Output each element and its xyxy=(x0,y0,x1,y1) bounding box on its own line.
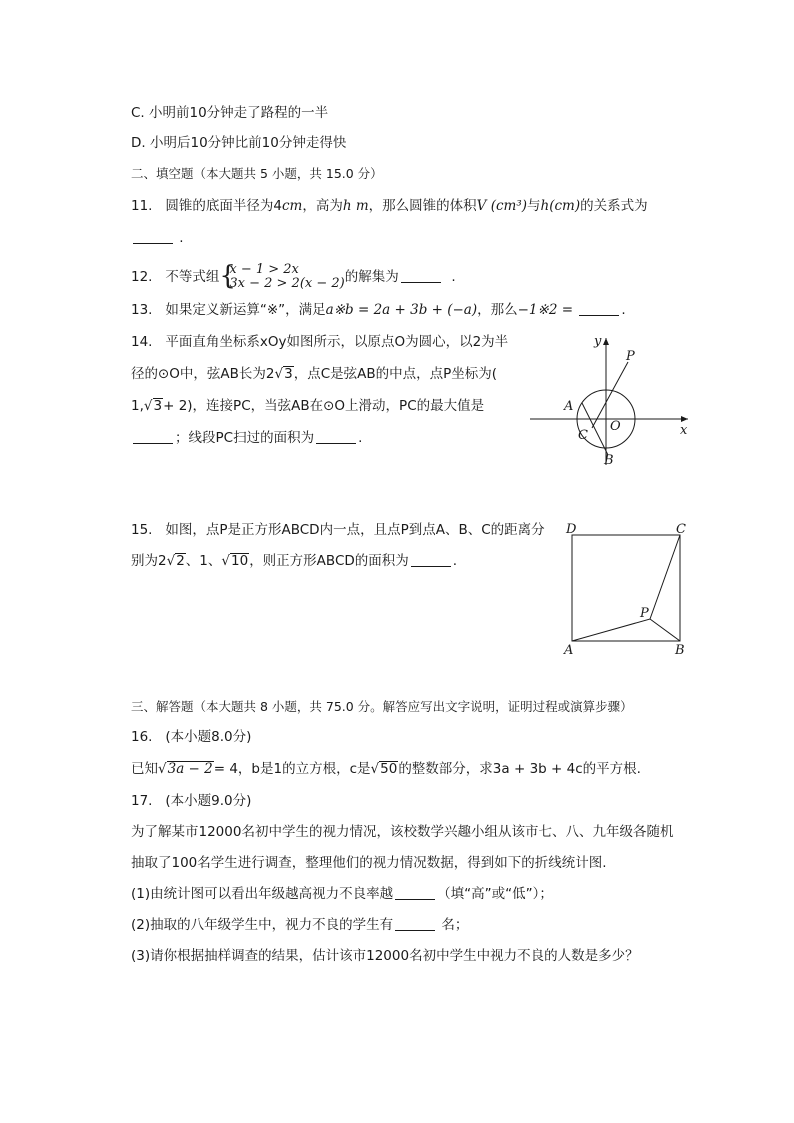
q14-radicand-1: 3 xyxy=(284,366,293,382)
answer-blank[interactable] xyxy=(395,916,435,931)
q17-sub1-a: (1)由统计图可以看出年级越高视力不良率越 xyxy=(131,886,394,902)
q17-score: (本小题9.0分) xyxy=(165,793,252,809)
q14-line1: 平面直角坐标系xOy如图所示，以原点O为圆心，以2为半 xyxy=(165,334,509,350)
q17-sub2-a: (2)抽取的八年级学生中，视力不良的学生有 xyxy=(131,917,394,933)
answer-blank[interactable] xyxy=(401,268,441,283)
q11-unit-m: m xyxy=(355,198,369,214)
label-y: y xyxy=(594,334,602,349)
q16-radicand-a: 3a − 2 xyxy=(167,761,213,777)
q14-figure xyxy=(520,330,700,470)
q17-line2: 抽取了100名学生进行调查，整理他们的视力情况数据，得到如下的折线统计图. xyxy=(131,855,607,871)
q13-end: . xyxy=(621,302,626,318)
question-15-line1 xyxy=(131,520,545,540)
section-header-solutions: 三、解答题（本大题共 8 小题，共 75.0 分。解答应写出文字说明，证明过程或演算步骤） xyxy=(131,699,633,714)
q12-text-b: 的解集为 xyxy=(344,269,399,285)
q17-sub3: (3)请你根据抽样调查的结果，估计该市12000名初中学生中视力不良的人数是多少？ xyxy=(131,948,639,964)
q11-answer-line xyxy=(131,228,184,248)
q15-line2-a: 别为2 xyxy=(131,553,167,569)
label-a: A xyxy=(564,399,574,414)
question-15-line2 xyxy=(131,551,457,571)
q11-vol-unit: (cm³) xyxy=(490,198,527,214)
segment-pc xyxy=(650,535,680,619)
label-b: B xyxy=(604,453,614,468)
question-16-body xyxy=(131,759,641,779)
answer-blank[interactable] xyxy=(395,885,435,900)
q11-text-d: 与 xyxy=(527,198,541,214)
q16-text-b: = 4，b是1的立方根，c是 xyxy=(213,761,371,777)
q16-text-c: 的整数部分，求3a + 3b + 4c的平方根. xyxy=(398,761,641,777)
q14-line2-b: ，点C是弦AB的中点，点P坐标为( xyxy=(293,366,498,382)
q12-ineq2: 3x − 2 > 2(x − 2) xyxy=(229,276,345,291)
q11-text-c: ，那么圆锥的体积 xyxy=(368,198,477,214)
question-number: 16. xyxy=(131,729,153,745)
q14-radicand-2: 3 xyxy=(153,398,163,414)
q11-unit-cm: cm xyxy=(281,198,303,214)
question-14-line2 xyxy=(131,364,497,384)
answer-blank[interactable] xyxy=(579,301,619,316)
label-p: P xyxy=(626,349,635,364)
option-c: C. 小明前10分钟走了路程的一半 xyxy=(131,105,329,121)
answer-blank[interactable] xyxy=(411,552,451,567)
question-14-line3 xyxy=(131,396,484,416)
q14-line4-end: . xyxy=(358,430,363,446)
q15-radicand-b: 10 xyxy=(231,553,249,569)
q15-line2-b: 、1、 xyxy=(185,553,222,569)
q13-text-a: 如果定义新运算“※”，满足 xyxy=(165,302,326,318)
answer-blank[interactable] xyxy=(133,429,173,444)
sqrt-symbol: √ xyxy=(143,398,153,414)
option-d: D. 小明后10分钟比前10分钟走得快 xyxy=(131,135,347,151)
label-c: C xyxy=(578,428,588,443)
question-17-header xyxy=(131,791,251,811)
label-c: C xyxy=(676,522,686,537)
q14-line3-a: 1, xyxy=(131,398,144,414)
question-number: 14. xyxy=(131,334,153,350)
sqrt-symbol: √ xyxy=(158,761,167,777)
q11-end: . xyxy=(179,230,184,246)
label-a: A xyxy=(564,643,574,658)
q11-v: V xyxy=(476,198,487,214)
question-number: 17. xyxy=(131,793,153,809)
q11-h: h xyxy=(342,198,352,214)
segments-pa-pb-pc xyxy=(572,619,680,641)
question-number: 11. xyxy=(131,198,153,214)
q15-line2-c: ，则正方形ABCD的面积为 xyxy=(249,553,409,569)
square-abcd xyxy=(572,535,680,641)
question-number: 12. xyxy=(131,269,153,285)
q11-text-b: ，高为 xyxy=(302,198,343,214)
label-p: P xyxy=(640,606,649,621)
q11-text-e: 的关系式为 xyxy=(580,198,648,214)
answer-blank[interactable] xyxy=(316,429,356,444)
q15-line1: 如图，点P是正方形ABCD内一点，且点P到点A、B、C的距离分 xyxy=(165,522,545,538)
sqrt-symbol: √ xyxy=(274,366,284,382)
q13-expr: −1※2 = xyxy=(517,302,574,318)
q17-sub1 xyxy=(131,884,553,904)
q13-text-b: ，那么 xyxy=(477,302,518,318)
q14-line4-a: ；线段PC扫过的面积为 xyxy=(175,430,315,446)
q14-line3-b: + 2)，连接PC，当弦AB在⊙O上滑动，PC的最大值是 xyxy=(163,398,485,414)
question-14-line4 xyxy=(131,428,362,448)
q17-line1: 为了解某市12000名初中学生的视力情况，该校数学兴趣小组从该市七、八、九年级各随机 xyxy=(131,824,674,840)
question-number: 15. xyxy=(131,522,153,538)
q11-len-unit: (cm) xyxy=(549,198,581,214)
q15-radicand-a: 2 xyxy=(176,553,185,569)
question-11 xyxy=(131,196,648,216)
label-o: O xyxy=(610,419,621,434)
sqrt-symbol: √ xyxy=(221,553,230,569)
question-13 xyxy=(131,300,626,320)
q11-h2: h xyxy=(540,198,550,214)
inequality-system xyxy=(219,263,344,291)
sqrt-symbol: √ xyxy=(166,553,176,569)
q17-sub2-b: 名； xyxy=(441,917,469,933)
sqrt-symbol: √ xyxy=(370,761,380,777)
q16-radicand-b: 50 xyxy=(380,761,398,777)
q12-text-a: 不等式组 xyxy=(165,269,220,285)
answer-blank[interactable] xyxy=(133,229,173,244)
question-14-line1 xyxy=(131,332,508,352)
q11-text-a: 圆锥的底面半径为4 xyxy=(165,198,282,214)
question-16-header xyxy=(131,727,251,747)
q17-sub2 xyxy=(131,915,468,935)
label-x: x xyxy=(680,423,688,438)
q16-score: (本小题8.0分) xyxy=(165,729,252,745)
q12-ineq1: x − 1 > 2x xyxy=(229,262,299,277)
q13-formula: a※b = 2a + 3b + (−a) xyxy=(325,302,478,318)
q15-figure xyxy=(560,518,700,658)
question-12 xyxy=(131,262,456,292)
q14-line2-a: 径的⊙O中，弦AB长为2 xyxy=(131,366,275,382)
label-b: B xyxy=(675,643,685,658)
q12-end: . xyxy=(451,269,456,285)
brace-symbol: { xyxy=(219,261,236,291)
section-header-fill-in: 二、填空题（本大题共 5 小题，共 15.0 分） xyxy=(131,166,383,181)
question-number: 13. xyxy=(131,302,153,318)
q16-text-a: 已知 xyxy=(131,761,158,777)
q17-sub1-b: （填“高”或“低”）； xyxy=(437,886,553,902)
label-d: D xyxy=(566,522,577,537)
q15-end: . xyxy=(452,553,458,569)
